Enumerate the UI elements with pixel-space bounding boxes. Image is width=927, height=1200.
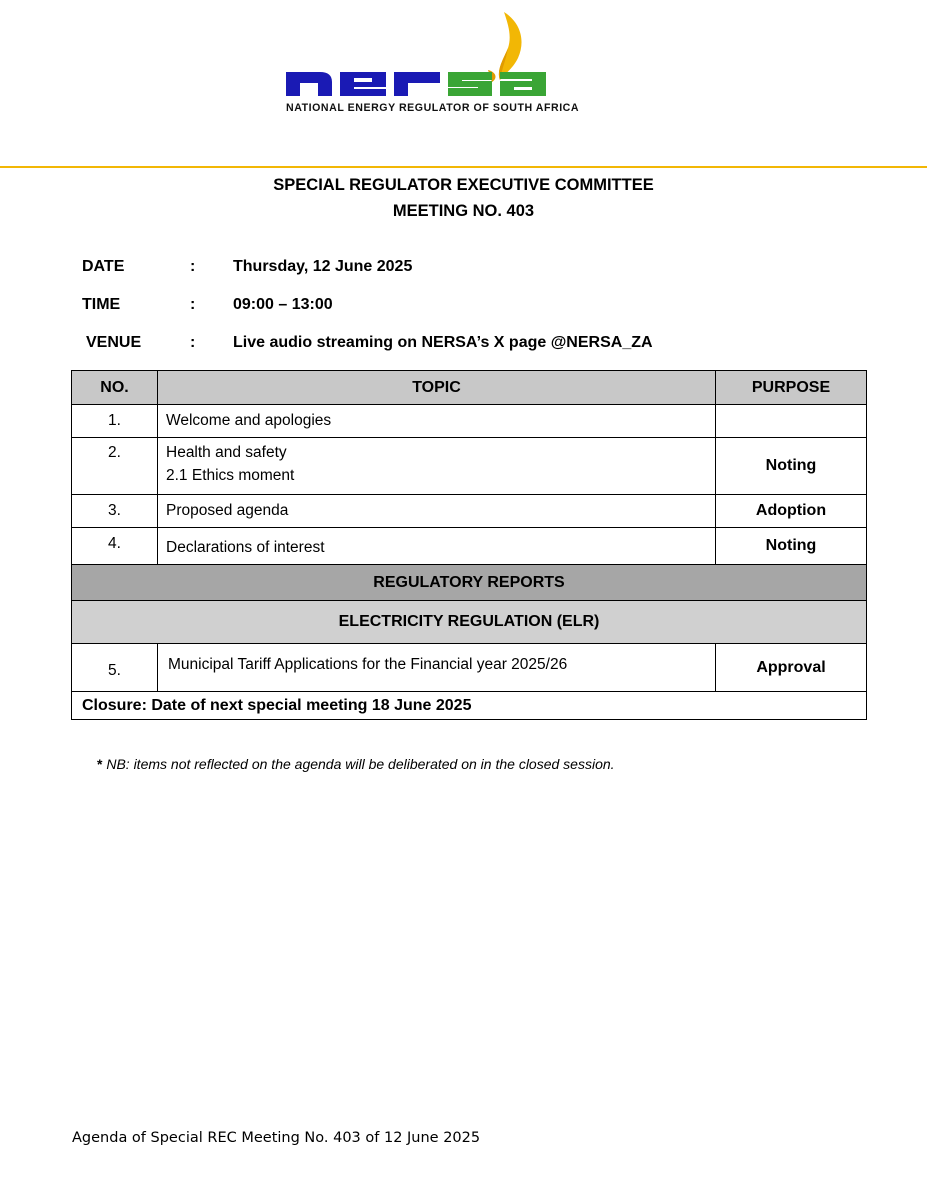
item-number: 1. (72, 405, 158, 438)
time-value: 09:00 – 13:00 (233, 296, 333, 313)
logo-subtitle: NATIONAL ENERGY REGULATOR OF SOUTH AFRICA (286, 102, 580, 114)
closure-row (72, 692, 867, 720)
note-text: NB: items not reflected on the agenda will be deliberated on in the closed session. (102, 756, 615, 772)
item-subtopic: 2.1 Ethics moment (166, 467, 295, 484)
document-title: SPECIAL REGULATOR EXECUTIVE COMMITTEE (273, 176, 654, 194)
item-topic (158, 438, 716, 495)
section-heading: REGULATORY REPORTS (72, 565, 867, 601)
agenda-table (71, 370, 867, 720)
item-topic-main: Health and safety (166, 444, 287, 461)
item-topic: Proposed agenda (158, 495, 716, 528)
time-label: TIME (82, 296, 121, 313)
table-header-row (72, 371, 867, 405)
section-row-regulatory-reports (72, 565, 867, 601)
date-colon: : (190, 258, 196, 275)
item-topic: Welcome and apologies (158, 405, 716, 438)
item-number: 3. (72, 495, 158, 528)
venue-label: VENUE (86, 334, 142, 351)
section-row-electricity (72, 601, 867, 644)
header-topic: TOPIC (158, 371, 716, 405)
item-purpose: Noting (716, 438, 867, 495)
table-row (72, 528, 867, 565)
date-label: DATE (82, 258, 125, 275)
time-colon: : (190, 296, 196, 313)
table-row (72, 405, 867, 438)
item-topic: Municipal Tariff Applications for the Financial year 2025/26 (158, 644, 716, 692)
date-value: Thursday, 12 June 2025 (233, 258, 413, 275)
item-purpose: Approval (716, 644, 867, 692)
table-row (72, 495, 867, 528)
page-footer: Agenda of Special REC Meeting No. 403 of 12 June 2025 (72, 1130, 481, 1146)
header-no: NO. (72, 371, 158, 405)
agenda-note (97, 756, 615, 772)
venue-value: Live audio streaming on NERSA’s X page @NERSA_ZA (233, 334, 653, 351)
item-purpose (716, 405, 867, 438)
table-row (72, 644, 867, 692)
table-row (72, 438, 867, 495)
item-number: 5. (72, 644, 158, 692)
header-purpose: PURPOSE (716, 371, 867, 405)
item-number: 4. (72, 528, 158, 565)
note-asterisk: * (97, 756, 103, 772)
item-number: 2. (72, 438, 158, 495)
header-divider (0, 166, 927, 168)
venue-colon: : (190, 334, 196, 351)
item-topic: Declarations of interest (158, 528, 716, 565)
item-purpose: Noting (716, 528, 867, 565)
item-purpose: Adoption (716, 495, 867, 528)
closure-text: Closure: Date of next special meeting 18 June 2025 (72, 692, 867, 720)
meeting-number: MEETING NO. 403 (392, 202, 535, 220)
section-heading: ELECTRICITY REGULATION (ELR) (72, 601, 867, 644)
